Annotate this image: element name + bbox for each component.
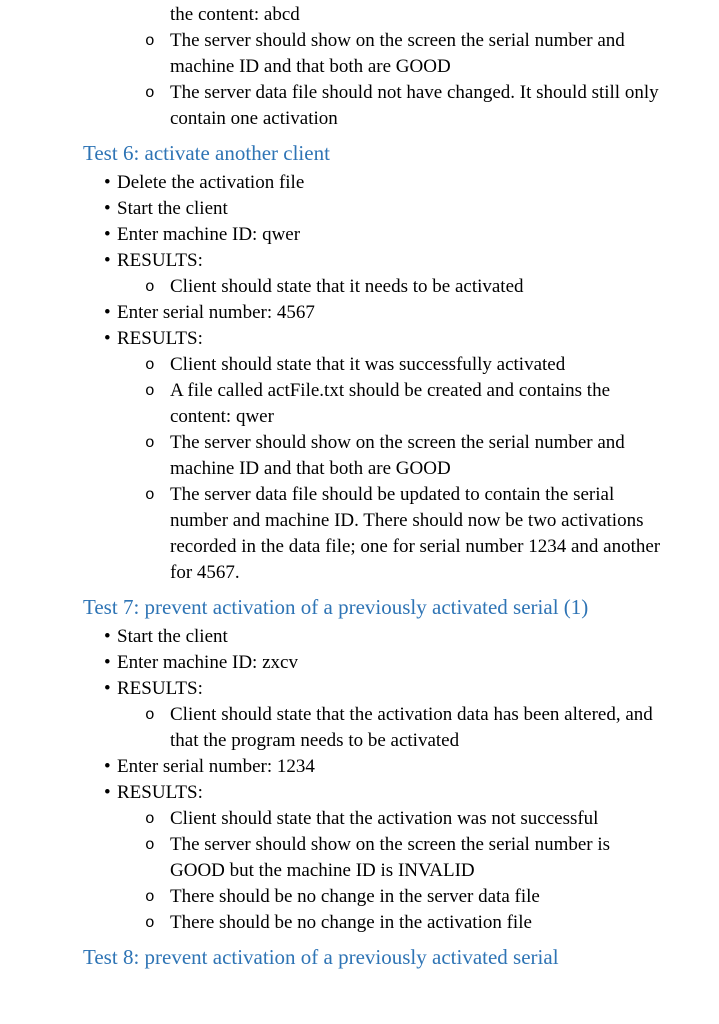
list-item (104, 196, 661, 222)
dot-bullet-icon: • (104, 198, 111, 219)
list-item-text: Start the client (117, 626, 228, 647)
list-item-text: RESULTS: (117, 328, 203, 349)
dot-bullet-icon: • (104, 250, 111, 271)
list-item-text: Client should state that the activation data has been altered, and that the program needs to be activated (170, 704, 653, 751)
dot-bullet-icon: • (104, 302, 111, 323)
circle-bullet-icon: o (145, 356, 155, 374)
list-item (145, 884, 661, 910)
list-item (104, 248, 661, 274)
list-item (104, 676, 661, 702)
list-item (145, 482, 661, 586)
list-item (145, 806, 661, 832)
section-heading-test-7: Test 7: prevent activation of a previously activated serial (1) (83, 595, 589, 619)
list-item (104, 170, 661, 196)
continuation-text: the content: abcd (170, 4, 300, 25)
list-item-text: Enter machine ID: zxcv (117, 652, 298, 673)
list-item (145, 702, 661, 754)
list-item-text: A file called actFile.txt should be created and contains the content: qwer (170, 380, 611, 427)
list-item (145, 910, 661, 936)
dot-bullet-icon: • (104, 678, 111, 699)
list-item (145, 352, 661, 378)
list-item-text: Client should state that it needs to be activated (170, 276, 524, 297)
dot-bullet-icon: • (104, 652, 111, 673)
list-item-text: Enter machine ID: qwer (117, 224, 301, 245)
dot-bullet-icon: • (104, 328, 111, 349)
circle-bullet-icon: o (145, 278, 155, 296)
list-item-text: The server data file should be updated to contain the serial number and machine ID. There should now be two activations recorded in the data file; one for serial number 1234 and another for 4567. (170, 484, 661, 583)
dot-bullet-icon: • (104, 756, 111, 777)
dot-bullet-icon: • (104, 782, 111, 803)
dot-bullet-icon: • (104, 626, 111, 647)
list-item-text: Delete the activation file (117, 172, 305, 193)
list-item-text: The server should show on the screen the serial number and machine ID and that both are GOOD (170, 30, 625, 77)
list-item-text: Enter serial number: 4567 (117, 302, 315, 323)
list-item (104, 222, 661, 248)
dot-bullet-icon: • (104, 172, 111, 193)
list-item (104, 650, 661, 676)
list-item-text: The server should show on the screen the serial number and machine ID and that both are GOOD (170, 432, 625, 479)
list-item-text: Start the client (117, 198, 228, 219)
circle-bullet-icon: o (145, 914, 155, 932)
list-item-text: There should be no change in the server data file (170, 886, 540, 907)
list-item-text: Enter serial number: 1234 (117, 756, 315, 777)
list-item-text: Client should state that the activation was not successful (170, 808, 599, 829)
list-item (145, 832, 661, 884)
list-item-text: Client should state that it was successfully activated (170, 354, 566, 375)
list-item (145, 80, 661, 132)
dot-bullet-icon: • (104, 224, 111, 245)
list-item (104, 300, 661, 326)
circle-bullet-icon: o (145, 836, 155, 854)
circle-bullet-icon: o (145, 810, 155, 828)
circle-bullet-icon: o (145, 888, 155, 906)
list-item-text: The server should show on the screen the serial number is GOOD but the machine ID is INVALID (170, 834, 611, 881)
list-item-text: There should be no change in the activation file (170, 912, 532, 933)
circle-bullet-icon: o (145, 84, 155, 102)
list-item (104, 754, 661, 780)
section-heading-test-6: Test 6: activate another client (83, 141, 330, 165)
circle-bullet-icon: o (145, 434, 155, 452)
circle-bullet-icon: o (145, 486, 155, 504)
list-item (104, 326, 661, 352)
list-item-text: RESULTS: (117, 250, 203, 271)
list-item (104, 624, 661, 650)
list-item (145, 378, 661, 430)
list-item-text: RESULTS: (117, 782, 203, 803)
list-item-text: The server data file should not have changed. It should still only contain one activation (170, 82, 659, 129)
circle-bullet-icon: o (145, 382, 155, 400)
list-item-text: RESULTS: (117, 678, 203, 699)
circle-bullet-icon: o (145, 706, 155, 724)
list-item (145, 28, 661, 80)
list-item (104, 780, 661, 806)
circle-bullet-icon: o (145, 32, 155, 50)
section-heading-test-8: Test 8: prevent activation of a previously activated serial (83, 945, 559, 969)
list-item (145, 430, 661, 482)
list-item (145, 274, 661, 300)
